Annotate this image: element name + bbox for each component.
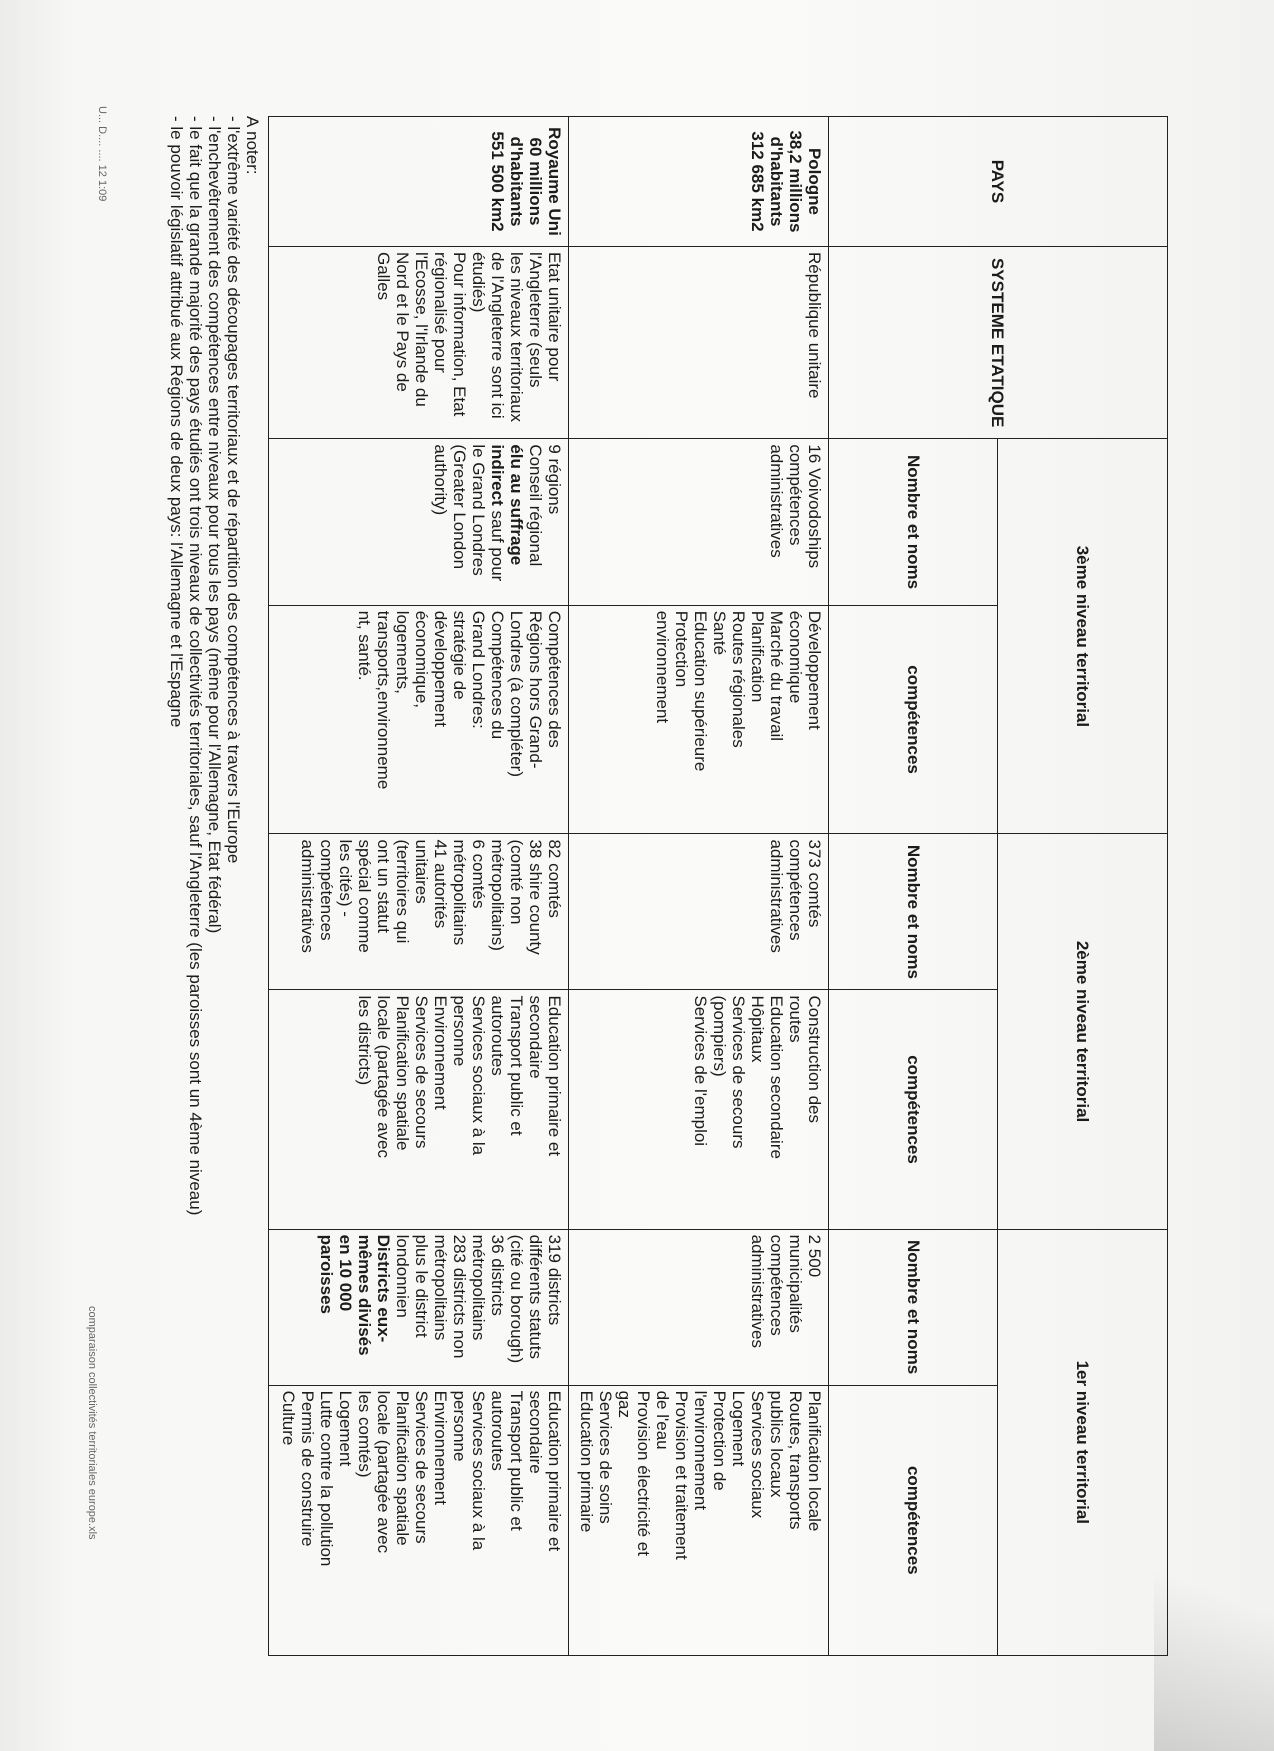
text-line: 82 comtés [545, 839, 564, 918]
header-nombre-noms-1: Nombre et noms [829, 1229, 999, 1385]
text-line: 6 comtés [469, 839, 488, 909]
text-line: Education secondaire [767, 995, 786, 1159]
text-line: Provision électricité et [634, 1390, 653, 1556]
header-competences-1: compétences [829, 1385, 999, 1655]
footer-filename: comparaison collectivités territoriales europe.xls [86, 1306, 98, 1540]
text-line: Services de l'emploi [691, 995, 710, 1147]
text-line: étudiés) [469, 251, 488, 313]
text-line: locale (partagée avec [374, 995, 393, 1158]
text-line: régionalisé pour [431, 251, 450, 373]
text-line: Grand Londres: [469, 610, 488, 729]
pays-line: Pologne [805, 147, 824, 216]
text-line: administratives [767, 839, 786, 953]
comparison-table [268, 116, 1168, 1656]
text-line: l'Angleterre (seuls [526, 251, 545, 388]
text-line: Planification spatiale [393, 1390, 412, 1546]
text-line: Planification spatiale [393, 995, 412, 1151]
text-line: 41 autorités [431, 839, 450, 929]
text-line: compétences [786, 444, 805, 546]
pays-line: 312 685 km2 [748, 131, 767, 232]
header-systeme: SYSTEME ETATIQUE [829, 246, 1168, 438]
text-line-bold: élu au suffrage [507, 444, 526, 566]
text-line: Services de soins [596, 1390, 615, 1524]
text-line: Marché du travail [767, 610, 786, 742]
text-line: autoroutes [488, 1390, 507, 1471]
text-line: Planification [748, 610, 767, 703]
text-plain: sauf pour [488, 505, 507, 582]
text-line: Compétences du [488, 610, 507, 740]
text-line: le Grand Londres [469, 444, 488, 576]
text-line: métropolitains [431, 1234, 450, 1341]
text-line: londonnien [393, 1234, 412, 1318]
text-line: Logement [729, 1390, 748, 1467]
text-line: publics locaux [767, 1390, 786, 1498]
page-shadow [1154, 1491, 1274, 1751]
text-line: gaz [615, 1390, 634, 1418]
pays-line: d'habitants [767, 136, 786, 227]
text-line: (territoires qui [393, 839, 412, 944]
text-line-bold: en 10 000 [336, 1234, 355, 1312]
cell-n1-pologne [569, 1229, 829, 1385]
text-line: 319 districts [545, 1234, 564, 1326]
text-line: différents statuts [526, 1234, 545, 1360]
rotated-document [68, 96, 1168, 1646]
text-line: (pompiers) [710, 995, 729, 1077]
text-line: les cités) - [336, 839, 355, 917]
text-line: nt, santé. [355, 610, 374, 681]
text-line: 283 districts non [450, 1234, 469, 1359]
table-row-royaume-uni [269, 117, 569, 1656]
header-level1: 1er niveau territorial [998, 1229, 1168, 1655]
text-line: les districts) [355, 995, 374, 1086]
text-line: l'environnement [691, 1390, 710, 1511]
text-line: 2 500 [805, 1234, 824, 1278]
notes-title: A noter: [243, 116, 262, 175]
text-line: les comtés) [355, 1390, 374, 1478]
text-line: Education primaire et [545, 1390, 564, 1552]
text-line: Culture [279, 1390, 298, 1446]
pays-line: 60 millions [526, 137, 545, 226]
text-line: Environnement [431, 1390, 450, 1505]
text-line: développement [431, 610, 450, 727]
text-line: Education primaire [577, 1390, 596, 1533]
text-line: Protection [672, 610, 691, 688]
cell-pays-royaume-uni [269, 117, 569, 247]
text-line: Education primaire et [545, 995, 564, 1157]
pays-line: 551 500 km2 [488, 131, 507, 232]
text-line: Services sociaux à la [469, 995, 488, 1156]
text-line: Hôpitaux [748, 995, 767, 1063]
text-line: Planification locale [805, 1390, 824, 1532]
table-row-pologne [569, 117, 829, 1656]
text-line: Etat unitaire pour [545, 251, 564, 382]
text-line-bold: paroisses [317, 1234, 336, 1314]
note-item: - le pouvoir législatif attribué aux Régions de deux pays: l'Allemagne et l'Espagne [167, 116, 186, 728]
pays-line: d'habitants [507, 136, 526, 227]
text-line: Santé [710, 610, 729, 656]
pays-line: 38,2 millions [786, 130, 805, 233]
text-line: personne [450, 995, 469, 1067]
text-line: secondaire [526, 1390, 545, 1474]
text-line: Lutte contre la pollution [317, 1390, 336, 1567]
text-line: économique [786, 610, 805, 704]
text-line: spécial comme [355, 839, 374, 953]
text-line: République unitaire [805, 251, 824, 399]
text-line: Nord et le Pays de [393, 251, 412, 392]
text-line: 16 Voivodoships [805, 444, 824, 569]
text-line: stratégie de [450, 610, 469, 700]
print-stamp: U... D.... .... 12 1:09 [96, 106, 108, 202]
cell-pays-pologne [569, 117, 829, 247]
text-line: Transport public et [507, 995, 526, 1136]
text-line: Régions hors Grand- [526, 610, 545, 769]
cell-c2-royaume-uni [269, 990, 569, 1229]
text-line: Services de secours [412, 1390, 431, 1544]
text-line: secondaire [526, 995, 545, 1079]
header-pays: PAYS [829, 117, 1168, 247]
note-item: - le fait que la grande majorité des pays étudiés ont trois niveaux de collectivités territoriales, sauf l'Angleterre (les paroisses sont un 4ème niveau) [186, 116, 205, 1216]
text-line: Développement [805, 610, 824, 730]
cell-c1-pologne [569, 1385, 829, 1655]
text-line: Conseil régional [526, 444, 545, 567]
note-item: - l'enchevêtrement des compétences entre niveaux pour tous les pays (même pour l'Allemagne, Etat fédéral) [205, 116, 224, 934]
text-line: Education supérieure [691, 610, 710, 772]
text-line: Services sociaux [748, 1390, 767, 1519]
text-line: métropolitains [469, 1234, 488, 1341]
text-line: (comté non [507, 839, 526, 925]
header-nombre-noms-2: Nombre et noms [829, 834, 999, 990]
text-line: les niveaux territoriaux [507, 251, 526, 423]
text-line: Routes régionales [729, 610, 748, 748]
text-line: Galles [374, 251, 393, 301]
cell-c1-royaume-uni [269, 1385, 569, 1655]
text-line: 373 comtés [805, 839, 824, 928]
cell-systeme-royaume-uni [269, 246, 569, 438]
cell-n3-pologne [569, 439, 829, 605]
text-line: Services de secours [729, 995, 748, 1149]
header-level3: 3ème niveau territorial [998, 439, 1168, 834]
header-nombre-noms-3: Nombre et noms [829, 439, 999, 605]
text-line: de l'eau [653, 1390, 672, 1450]
cell-n3-royaume-uni [269, 439, 569, 605]
text-line: compétences [767, 1234, 786, 1336]
text-line: l'Ecosse, l'Irlande du [412, 251, 431, 407]
text-line: municipalités [786, 1234, 805, 1333]
text-line: métropolitains [450, 839, 469, 946]
header-row-1 [998, 117, 1168, 1656]
text-line: (cité ou borough) [507, 1234, 526, 1364]
text-line: logements, [393, 610, 412, 694]
text-line: ont un statut [374, 839, 393, 934]
text-line-bold: Districts eux- [374, 1234, 393, 1343]
header-level2: 2ème niveau territorial [998, 834, 1168, 1229]
text-line: de l'Angleterre sont ici [488, 251, 507, 419]
cell-n2-royaume-uni [269, 834, 569, 990]
text-line: Construction des [805, 995, 824, 1124]
text-line: Compétences des [545, 610, 564, 748]
cell-c3-royaume-uni [269, 605, 569, 834]
text-line: routes [786, 995, 805, 1043]
text-line: Services sociaux à la [469, 1390, 488, 1551]
cell-n2-pologne [569, 834, 829, 990]
text-line: compétences [786, 839, 805, 941]
text-line: environnement [653, 610, 672, 724]
text-line: administratives [748, 1234, 767, 1348]
text-line: Provision et traitement [672, 1390, 691, 1560]
text-line: compétences [317, 839, 336, 941]
cell-n1-royaume-uni [269, 1229, 569, 1385]
text-line: Permis de construire [298, 1390, 317, 1547]
text-line: transports,environneme [374, 610, 393, 790]
cell-c3-pologne [569, 605, 829, 834]
cell-systeme-pologne [569, 246, 829, 438]
notes-section [167, 116, 262, 1636]
text-line: 38 shire county [526, 839, 545, 955]
text-line: personne [450, 1390, 469, 1462]
text-line: 36 districts [488, 1234, 507, 1316]
text-line: administratives [767, 444, 786, 558]
text-line: métropolitains) [488, 839, 507, 951]
cell-c2-pologne [569, 990, 829, 1229]
text-line: Routes, transports [786, 1390, 805, 1530]
text-line-bold: mêmes divisés [355, 1234, 374, 1356]
text-line: plus le district [412, 1234, 431, 1338]
text-line: Londres (à compléter) [507, 610, 526, 777]
text-line: Pour information, Etat [450, 251, 469, 417]
note-item: - l'extrême variété des découpages territoriaux et de répartition des compétences à travers l'Europe [224, 116, 243, 864]
text-line: administratives [298, 839, 317, 953]
text-line: Services de secours [412, 995, 431, 1149]
text-line-mixed [488, 444, 507, 599]
header-competences-3: compétences [829, 605, 999, 834]
text-line: Environnement [431, 995, 450, 1110]
pays-line: Royaume Uni [545, 127, 564, 236]
header-competences-2: compétences [829, 990, 999, 1229]
text-line: Logement [336, 1390, 355, 1467]
text-line: authority) [431, 444, 450, 516]
text-line: Transport public et [507, 1390, 526, 1531]
text-line: (Greater London [450, 444, 469, 570]
text-line: 9 régions [545, 444, 564, 515]
text-line: unitaires [412, 839, 431, 904]
text-line: Protection de [710, 1390, 729, 1491]
text-line: autoroutes [488, 995, 507, 1076]
text-line: locale (partagée avec [374, 1390, 393, 1554]
text-line: économique, [412, 610, 431, 709]
text-bold: indirect [488, 444, 507, 506]
